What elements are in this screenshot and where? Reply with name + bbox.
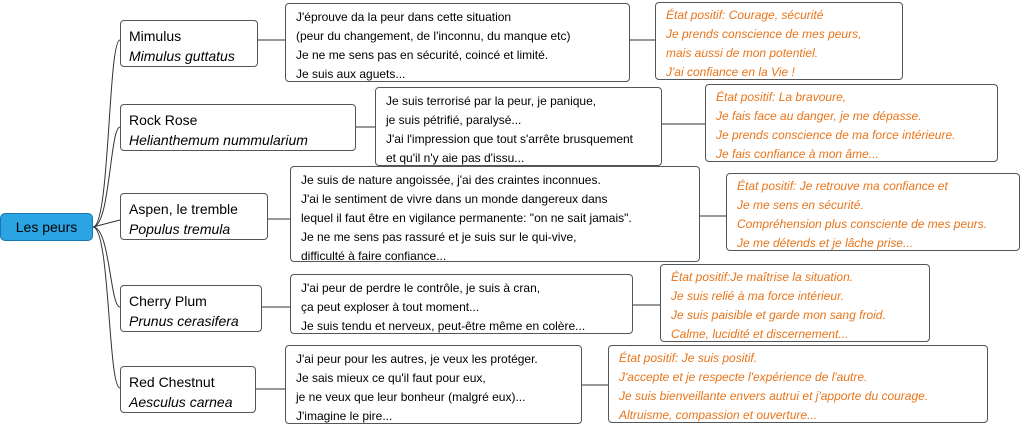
positive-line: État positif: La bravoure, bbox=[716, 90, 847, 104]
remedy-node-aspen[interactable] bbox=[120, 193, 268, 240]
description-line: ça peut exploser à tout moment... bbox=[301, 300, 480, 314]
description-line: je suis pétrifié, paralysé... bbox=[386, 113, 522, 127]
root-label: Les peurs bbox=[15, 219, 78, 235]
description-line: J'ai le sentiment de vivre dans un monde dangereux dans bbox=[301, 192, 608, 206]
description-node-red-chestnut[interactable] bbox=[285, 345, 582, 424]
description-line: difficulté à faire confiance... bbox=[301, 249, 447, 263]
positive-node-red-chestnut[interactable] bbox=[608, 345, 988, 423]
description-node-mimulus[interactable] bbox=[285, 3, 630, 82]
description-line: Je suis tendu et nerveux, peut-être même en colère... bbox=[301, 319, 586, 333]
description-line: Je sais mieux ce qu'il faut pour eux, bbox=[296, 371, 486, 385]
remedy-name: Cherry Plum bbox=[129, 293, 207, 309]
positive-line: J'ai confiance en la Vie ! bbox=[666, 65, 795, 79]
remedy-node-red-chestnut[interactable] bbox=[120, 366, 256, 413]
description-line: et qu'il n'y aie pas d'issu... bbox=[386, 151, 525, 165]
remedy-latin-name: Mimulus guttatus bbox=[129, 48, 235, 64]
positive-line: Je suis relié à ma force intérieur. bbox=[671, 289, 844, 303]
description-line: lequel il faut être en vigilance permanente: "on ne sait jamais". bbox=[301, 211, 632, 225]
positive-line: Je me sens en sécurité. bbox=[737, 198, 864, 212]
connector-root-rockrose bbox=[93, 127, 120, 227]
positive-line: État positif: Je suis positif. bbox=[619, 351, 758, 365]
positive-line: État positif: Je retrouve ma confiance et bbox=[737, 179, 948, 193]
positive-line: Je prends conscience de mes peurs, bbox=[666, 27, 862, 41]
positive-line: Altruisme, compassion et ouverture... bbox=[619, 408, 818, 422]
positive-line: État positif:Je maîtrise la situation. bbox=[671, 270, 854, 284]
description-line: Je suis terrorisé par la peur, je panique, bbox=[386, 94, 597, 108]
description-line: Je ne me sens pas en sécurité, coincé et limité. bbox=[296, 48, 549, 62]
remedy-latin-name: Helianthemum nummularium bbox=[129, 132, 308, 148]
remedy-name: Mimulus bbox=[129, 28, 182, 44]
description-line: J'ai l'impression que tout s'arrête brusquement bbox=[386, 132, 633, 146]
positive-node-mimulus[interactable] bbox=[655, 2, 903, 80]
remedy-node-rock-rose[interactable] bbox=[120, 104, 356, 151]
description-line: je ne veux que leur bonheur (malgré eux)... bbox=[296, 390, 526, 404]
description-node-cherry-plum[interactable] bbox=[290, 274, 633, 334]
root-node-les-peurs[interactable] bbox=[0, 213, 93, 241]
positive-node-cherry-plum[interactable] bbox=[660, 264, 930, 342]
positive-node-rock-rose[interactable] bbox=[705, 84, 998, 162]
remedy-name: Rock Rose bbox=[129, 112, 198, 128]
positive-line: Je me détends et je lâche prise... bbox=[737, 236, 914, 250]
description-node-aspen[interactable] bbox=[290, 166, 700, 262]
connector-root-cherryplum bbox=[93, 227, 120, 307]
remedy-latin-name: Populus tremula bbox=[129, 221, 231, 237]
remedy-latin-name: Aesculus carnea bbox=[129, 394, 233, 410]
positive-line: J'accepte et je respecte l'expérience de l'autre. bbox=[619, 370, 868, 384]
positive-node-aspen[interactable] bbox=[726, 173, 1020, 251]
positive-line: Je suis bienveillante envers autrui et j'apporte du courage. bbox=[619, 389, 929, 403]
remedy-name: Red Chestnut bbox=[129, 374, 215, 390]
remedy-node-mimulus[interactable] bbox=[120, 20, 258, 67]
description-line: Je suis aux aguets... bbox=[296, 67, 406, 81]
positive-line: Compréhension plus consciente de mes peurs. bbox=[737, 217, 988, 231]
description-line: J'imagine le pire... bbox=[296, 409, 393, 423]
description-line: (peur du changement, de l'inconnu, du manque etc) bbox=[296, 29, 571, 43]
description-line: J'ai peur de perdre le contrôle, je suis à cran, bbox=[301, 281, 541, 295]
description-node-rock-rose[interactable] bbox=[375, 87, 662, 166]
description-line: J'ai peur pour les autres, je veux les protéger. bbox=[296, 352, 538, 366]
positive-line: Calme, lucidité et discernement... bbox=[671, 327, 849, 341]
positive-line: mais aussi de mon potentiel. bbox=[666, 46, 819, 60]
positive-line: Je fais confiance à mon âme... bbox=[716, 147, 879, 161]
description-line: Je suis de nature angoissée, j'ai des craintes inconnues. bbox=[301, 173, 601, 187]
remedy-name: Aspen, le tremble bbox=[129, 201, 238, 217]
positive-line: Je fais face au danger, je me dépasse. bbox=[716, 109, 922, 123]
positive-line: État positif: Courage, sécurité bbox=[666, 8, 824, 22]
positive-line: Je suis paisible et garde mon sang froid. bbox=[671, 308, 886, 322]
remedy-latin-name: Prunus cerasifera bbox=[129, 313, 239, 329]
description-line: J'éprouve da la peur dans cette situation bbox=[296, 10, 512, 24]
remedy-node-cherry-plum[interactable] bbox=[120, 285, 262, 332]
description-line: Je ne me sens pas rassuré et je suis sur le qui-vive, bbox=[301, 230, 577, 244]
positive-line: Je prends conscience de ma force intérieure. bbox=[716, 128, 956, 142]
